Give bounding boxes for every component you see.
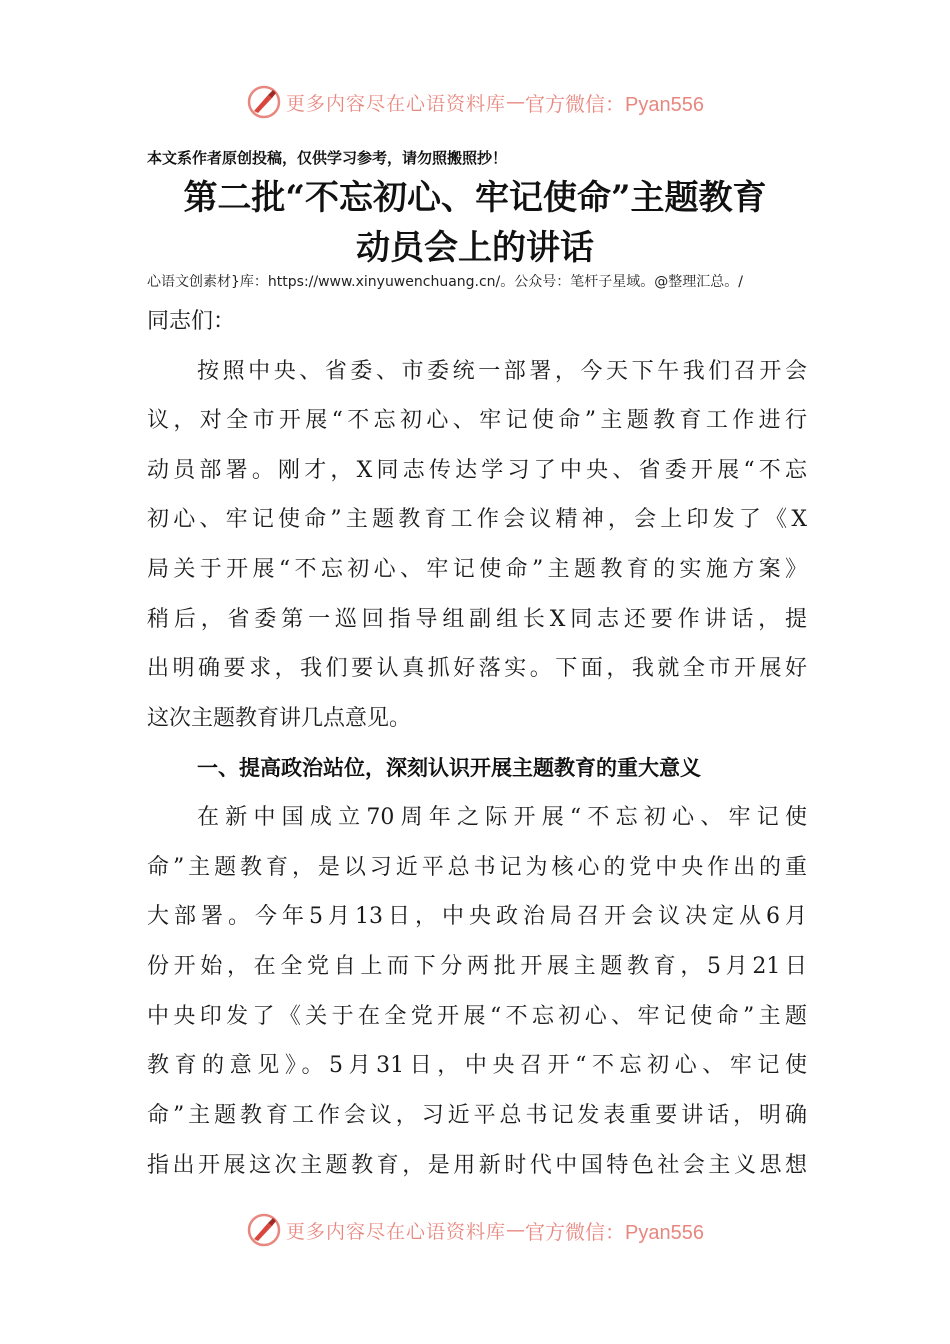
copyright-notice: 本文系作者原创投稿，仅供学习参考，请勿照搬照抄！ [147, 149, 508, 167]
paragraph-line: 初心、牢记使命”主题教育工作会议精神，会上印发了《X [147, 507, 807, 532]
paragraph-line: 这次主题教育讲几点意见。 [147, 706, 412, 731]
document-title-line-1: 第二批“不忘初心、牢记使命”主题教育 [183, 178, 767, 218]
paragraph-line: 中央印发了《关于在全党开展“不忘初心、牢记使命”主题 [147, 1004, 807, 1029]
banner-text: 更多内容尽在心语资料库 [286, 92, 507, 115]
paragraph-line: 教育的意见》。5月31日，中央召开“不忘初心、牢记使 [147, 1053, 807, 1078]
salutation: 同志们： [147, 309, 236, 334]
banner-text: 更多内容尽在心语资料库 [286, 1220, 507, 1243]
paragraph-line: 命”主题教育，是以习近平总书记为核心的党中央作出的重 [147, 855, 807, 880]
paragraph-line: 大部署。今年5月13日，中央政治局召开会议决定从6月 [147, 904, 807, 929]
banner-separator: — [506, 1219, 526, 1241]
banner-wechat: 官方微信：Pyan556 [525, 93, 704, 116]
paragraph-line: 命”主题教育工作会议，习近平总书记发表重要讲话，明确 [147, 1103, 807, 1128]
pen-nib-circle-icon [246, 1212, 282, 1248]
document-title-line-2: 动员会上的讲话 [356, 228, 594, 268]
header-banner [0, 82, 950, 122]
banner-separator: — [506, 91, 526, 113]
paragraph-line: 动员部署。刚才，X同志传达学习了中央、省委开展“不忘 [147, 458, 807, 483]
section-heading: 一、提高政治站位，深刻认识开展主题教育的重大意义 [197, 756, 701, 780]
paragraph-line: 在新中国成立70周年之际开展“不忘初心、牢记使 [197, 805, 807, 830]
footer-banner [0, 1210, 950, 1250]
paragraph-line: 按照中央、省委、市委统一部署，今天下午我们召开会 [197, 359, 807, 384]
paragraph-line: 指出开展这次主题教育，是用新时代中国特色社会主义思想 [147, 1153, 807, 1178]
pen-nib-circle-icon [246, 84, 282, 120]
source-line: 心语文创素材}库：https://www.xinyuwenchuang.cn/。公众号：笔杆子星域。@整理汇总。/ [147, 274, 743, 290]
paragraph-line: 稍后，省委第一巡回指导组副组长X同志还要作讲话，提 [147, 607, 807, 632]
banner-wechat: 官方微信：Pyan556 [525, 1221, 704, 1244]
paragraph-line: 议，对全市开展“不忘初心、牢记使命”主题教育工作进行 [147, 408, 807, 433]
paragraph-line: 局关于开展“不忘初心、牢记使命”主题教育的实施方案》 [147, 557, 807, 582]
paragraph-line: 份开始，在全党自上而下分两批开展主题教育，5月21日 [147, 954, 807, 979]
paragraph-line: 出明确要求，我们要认真抓好落实。下面，我就全市开展好 [147, 656, 807, 681]
